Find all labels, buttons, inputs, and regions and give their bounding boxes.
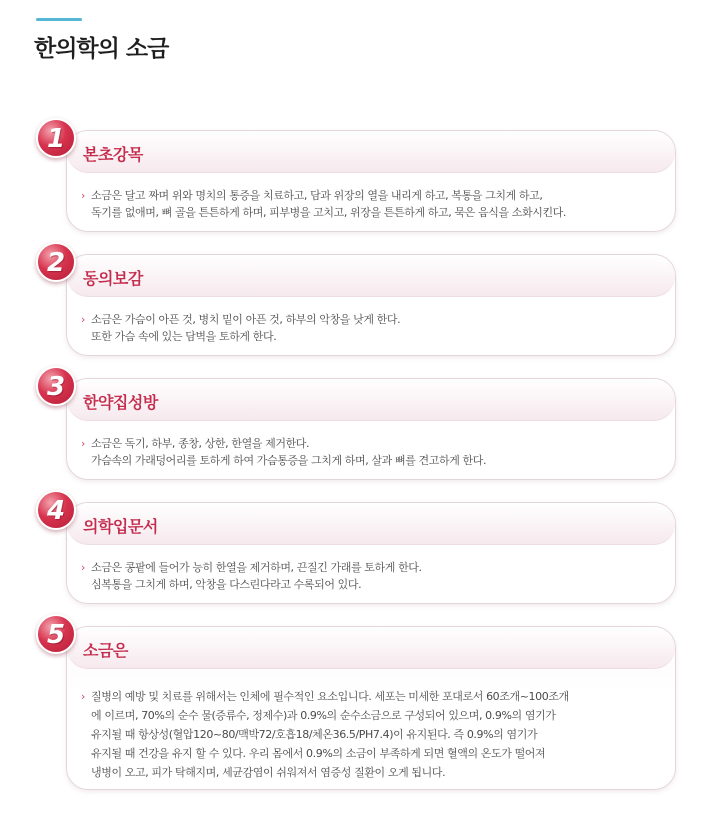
- number-badge-icon: [36, 118, 76, 158]
- bullet-icon: ›: [81, 313, 85, 326]
- number-badge-icon: [36, 242, 76, 282]
- bullet-icon: ›: [81, 189, 85, 202]
- number-badge-label: 3: [46, 372, 66, 402]
- title-accent-bar: [36, 18, 82, 21]
- body-line: 심복통을 그치게 하며, 악창을 다스린다라고 수록되어 있다.: [91, 578, 362, 591]
- section-card: [66, 502, 676, 604]
- body-line: 독기를 없애며, 뼈 골을 튼튼하게 하며, 피부병을 고치고, 위장을 튼튼하게 하고, 묵은 음식을 소화시킨다.: [91, 206, 567, 219]
- section-body: [81, 187, 657, 221]
- section-body: [81, 559, 657, 593]
- number-badge-label: 5: [46, 620, 66, 650]
- section-5: [36, 614, 676, 790]
- section-title: 소금은: [83, 641, 128, 660]
- section-card: [66, 254, 676, 356]
- number-badge-label: 2: [46, 248, 66, 278]
- section-1: [36, 118, 676, 232]
- section-header: [67, 255, 675, 297]
- body-line: 유지될 때 건강을 유지 할 수 있다. 우리 몸에서 0.9%의 소금이 부족하게 되면 혈액의 온도가 떨어져: [91, 747, 546, 760]
- section-title: 본초강목: [83, 145, 143, 164]
- body-line: 소금은 가슴이 아픈 것, 병치 밑이 아픈 것, 하부의 악창을 낫게 한다.: [91, 313, 401, 326]
- body-line: 가슴속의 가래덩어리를 토하게 하여 가슴통증을 그치게 하며, 살과 뼈를 견고하게 한다.: [91, 454, 487, 467]
- body-line: 소금은 독기, 하부, 종창, 상한, 한열을 제거한다.: [91, 437, 310, 450]
- section-title: 한약집성방: [83, 393, 158, 412]
- section-header: [67, 627, 675, 669]
- body-line: 또한 가슴 속에 있는 담벽을 토하게 한다.: [91, 330, 277, 343]
- page-title: 한의학의 소금: [34, 36, 169, 62]
- section-2: [36, 242, 676, 356]
- section-card: [66, 378, 676, 480]
- section-3: [36, 366, 676, 480]
- body-line: 에 이르며, 70%의 순수 물(증류수, 정제수)과 0.9%의 순수소금으로 구성되어 있으며, 0.9%의 염기가: [91, 709, 556, 722]
- section-4: [36, 490, 676, 604]
- section-title: 동의보감: [83, 269, 143, 288]
- bullet-icon: ›: [81, 690, 85, 703]
- section-header: [67, 379, 675, 421]
- body-line: 소금은 콩팥에 들어가 능히 한열을 제거하며, 끈질긴 가래를 토하게 한다.: [91, 561, 422, 574]
- section-title: 의학입문서: [83, 517, 158, 536]
- number-badge-icon: [36, 366, 76, 406]
- bullet-icon: ›: [81, 437, 85, 450]
- number-badge-icon: [36, 614, 76, 654]
- bullet-icon: ›: [81, 561, 85, 574]
- number-badge-label: 4: [46, 496, 66, 526]
- body-line: 유지될 때 항상성(혈압120~80/맥박72/호흡18/체온36.5/PH7.4)이 유지된다. 즉 0.9%의 염기가: [91, 728, 538, 741]
- body-line: 소금은 달고 짜며 위와 명치의 통증을 치료하고, 담과 위장의 열을 내리게 하고, 복통을 그치게 하고,: [91, 189, 543, 202]
- body-line: 냉병이 오고, 피가 탁해지며, 세균감염이 쉬워져서 염증성 질환이 오게 됩니다.: [91, 766, 446, 779]
- number-badge-label: 1: [46, 124, 66, 154]
- number-badge-icon: [36, 490, 76, 530]
- section-body: [81, 687, 657, 782]
- body-line: 질병의 예방 및 치료를 위해서는 인체에 필수적인 요소입니다. 세포는 미세한 포대로서 60조개~100조개: [91, 690, 569, 703]
- section-header: [67, 503, 675, 545]
- section-card: [66, 626, 676, 790]
- section-body: [81, 435, 657, 469]
- section-body: [81, 311, 657, 345]
- section-header: [67, 131, 675, 173]
- section-card: [66, 130, 676, 232]
